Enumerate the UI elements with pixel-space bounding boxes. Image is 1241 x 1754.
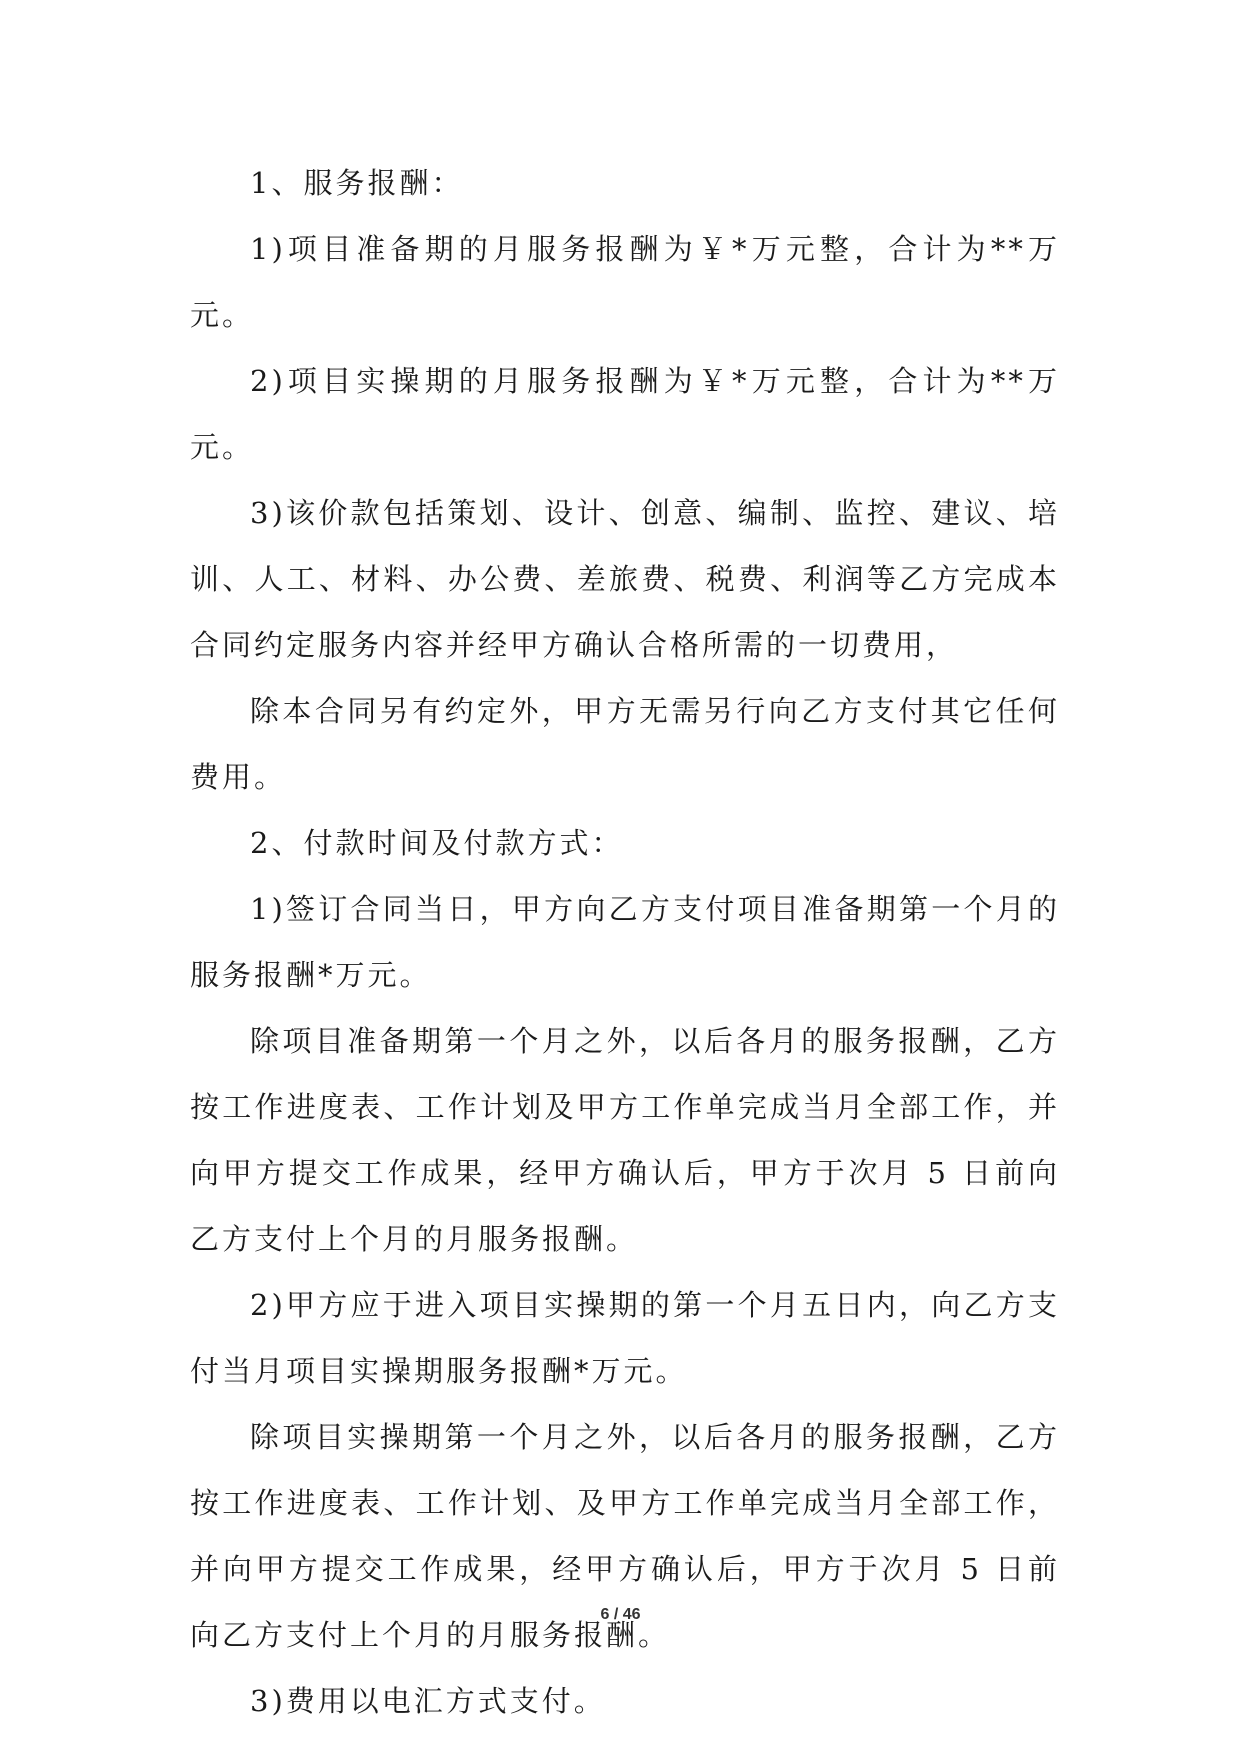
paragraph: 2)项目实操期的月服务报酬为￥*万元整，合计为**万元。 bbox=[190, 364, 1060, 464]
paragraph: 除本合同另有约定外，甲方无需另行向乙方支付其它任何费用。 bbox=[190, 694, 1060, 794]
paragraph: 2)甲方应于进入项目实操期的第一个月五日内，向乙方支付当月项目实操期服务报酬*万元。 bbox=[190, 1288, 1060, 1388]
document-body bbox=[190, 150, 1060, 1734]
page-number: 6 / 46 bbox=[600, 1606, 641, 1623]
paragraph: 1)项目准备期的月服务报酬为￥*万元整，合计为**万元。 bbox=[190, 232, 1060, 332]
paragraph: 3)该价款包括策划、设计、创意、编制、监控、建议、培训、人工、材料、办公费、差旅费、税费、利润等乙方完成本合同约定服务内容并经甲方确认合格所需的一切费用， bbox=[190, 496, 1060, 662]
paragraph: 除项目准备期第一个月之外，以后各月的服务报酬，乙方按工作进度表、工作计划及甲方工作单完成当月全部工作，并向甲方提交工作成果，经甲方确认后，甲方于次月 5 日前向乙方支付上个月的月服务报酬。 bbox=[190, 1024, 1060, 1256]
paragraph: 3)费用以电汇方式支付。 bbox=[250, 1684, 606, 1718]
section-heading-service-fee: 1、服务报酬： bbox=[250, 166, 464, 200]
paragraph: 除项目实操期第一个月之外，以后各月的服务报酬，乙方按工作进度表、工作计划、及甲方工作单完成当月全部工作，并向甲方提交工作成果，经甲方确认后，甲方于次月 5 日前向乙方支付上个月的月服务报酬。 bbox=[190, 1420, 1060, 1652]
paragraph: 1)签订合同当日，甲方向乙方支付项目准备期第一个月的服务报酬*万元。 bbox=[190, 892, 1060, 992]
section-heading-payment: 2、付款时间及付款方式： bbox=[250, 826, 624, 860]
